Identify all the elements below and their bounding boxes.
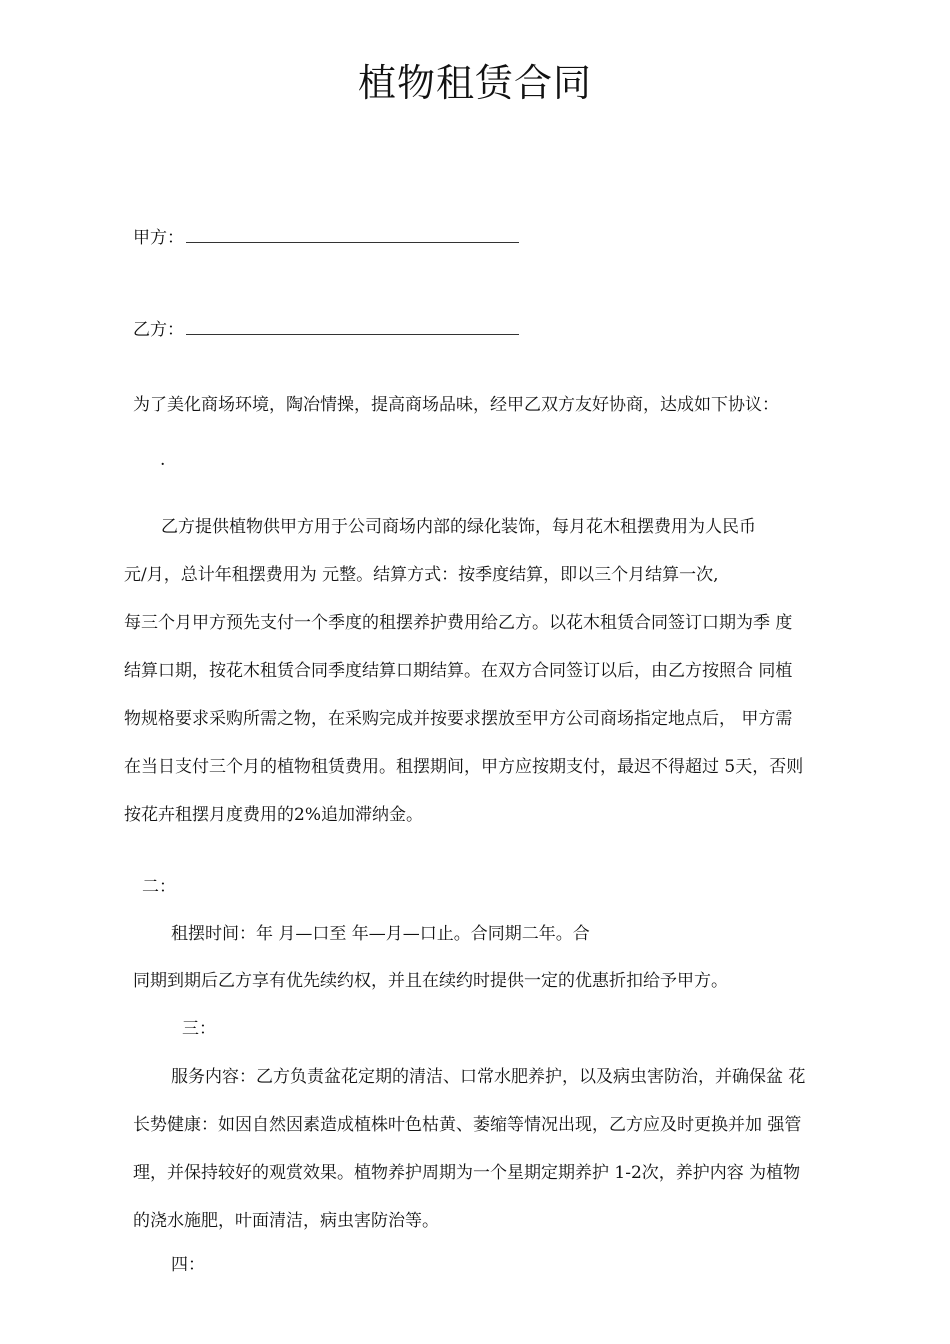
party-a-line [133,226,519,250]
section-3-heading: 三： [182,1019,216,1039]
section-3-line: 理，并保持较好的观赏效果。植物养护周期为一个星期定期养护 1-2次，养护内容 为植物 [133,1163,801,1183]
party-a-label: 甲方： [133,228,184,248]
party-a-blank [186,226,519,243]
intro-text: 为了美化商场环境，陶冶情操，提高商场品味，经甲乙双方友好协商，达成如下协议： [133,395,779,415]
section-3-line: 服务内容：乙方负责盆花定期的清洁、口常水肥养护，以及病虫害防治，并确保盆 花 [171,1067,806,1087]
section-3-line: 的浇水施肥，叶面清洁，病虫害防治等。 [133,1211,439,1231]
section-3-line: 长势健康：如因自然因素造成植株叶色枯黄、萎缩等情况出现，乙方应及时更换并加 强管 [133,1115,802,1135]
section-1-line: 物规格要求采购所需之物，在采购完成并按要求摆放至甲方公司商场指定地点后， 甲方需 [124,709,793,729]
section-1-line: 每三个月甲方预先支付一个季度的租摆养护费用给乙方。以花木租赁合同签订口期为季 度 [124,613,793,633]
section-1-line: 在当日支付三个月的植物租赁费用。租摆期间，甲方应按期支付，最迟不得超过 5天，否则 [124,757,804,777]
section-1-line: 结算口期，按花木租赁合同季度结算口期结算。在双方合同签订以后，由乙方按照合 同植 [124,661,793,681]
section-1-line: 乙方提供植物供甲方用于公司商场内部的绿化装饰，每月花木租摆费用为人民币 [161,517,756,537]
list-marker: . [160,450,166,470]
section-2-heading: 二： [142,877,176,897]
party-b-line [133,318,519,342]
document-title: 植物租赁合同 [357,61,592,105]
party-b-blank [186,318,519,335]
section-1-paragraph [124,503,854,839]
party-b-label: 乙方： [133,320,184,340]
section-2-line: 租摆时间：年 月—口至 年—月—口止。合同期二年。合 [171,924,590,944]
section-1-line: 元/月，总计年租摆费用为 元整。结算方式：按季度结算，即以三个月结算一次, [124,565,719,585]
section-1-line: 按花卉租摆月度费用的2%追加滞纳金。 [124,805,423,825]
section-4-heading: 四： [171,1255,205,1275]
section-2-line: 同期到期后乙方享有优先续约权，并且在续约时提供一定的优惠折扣给予甲方。 [133,971,728,991]
section-3-paragraph [133,1053,855,1245]
